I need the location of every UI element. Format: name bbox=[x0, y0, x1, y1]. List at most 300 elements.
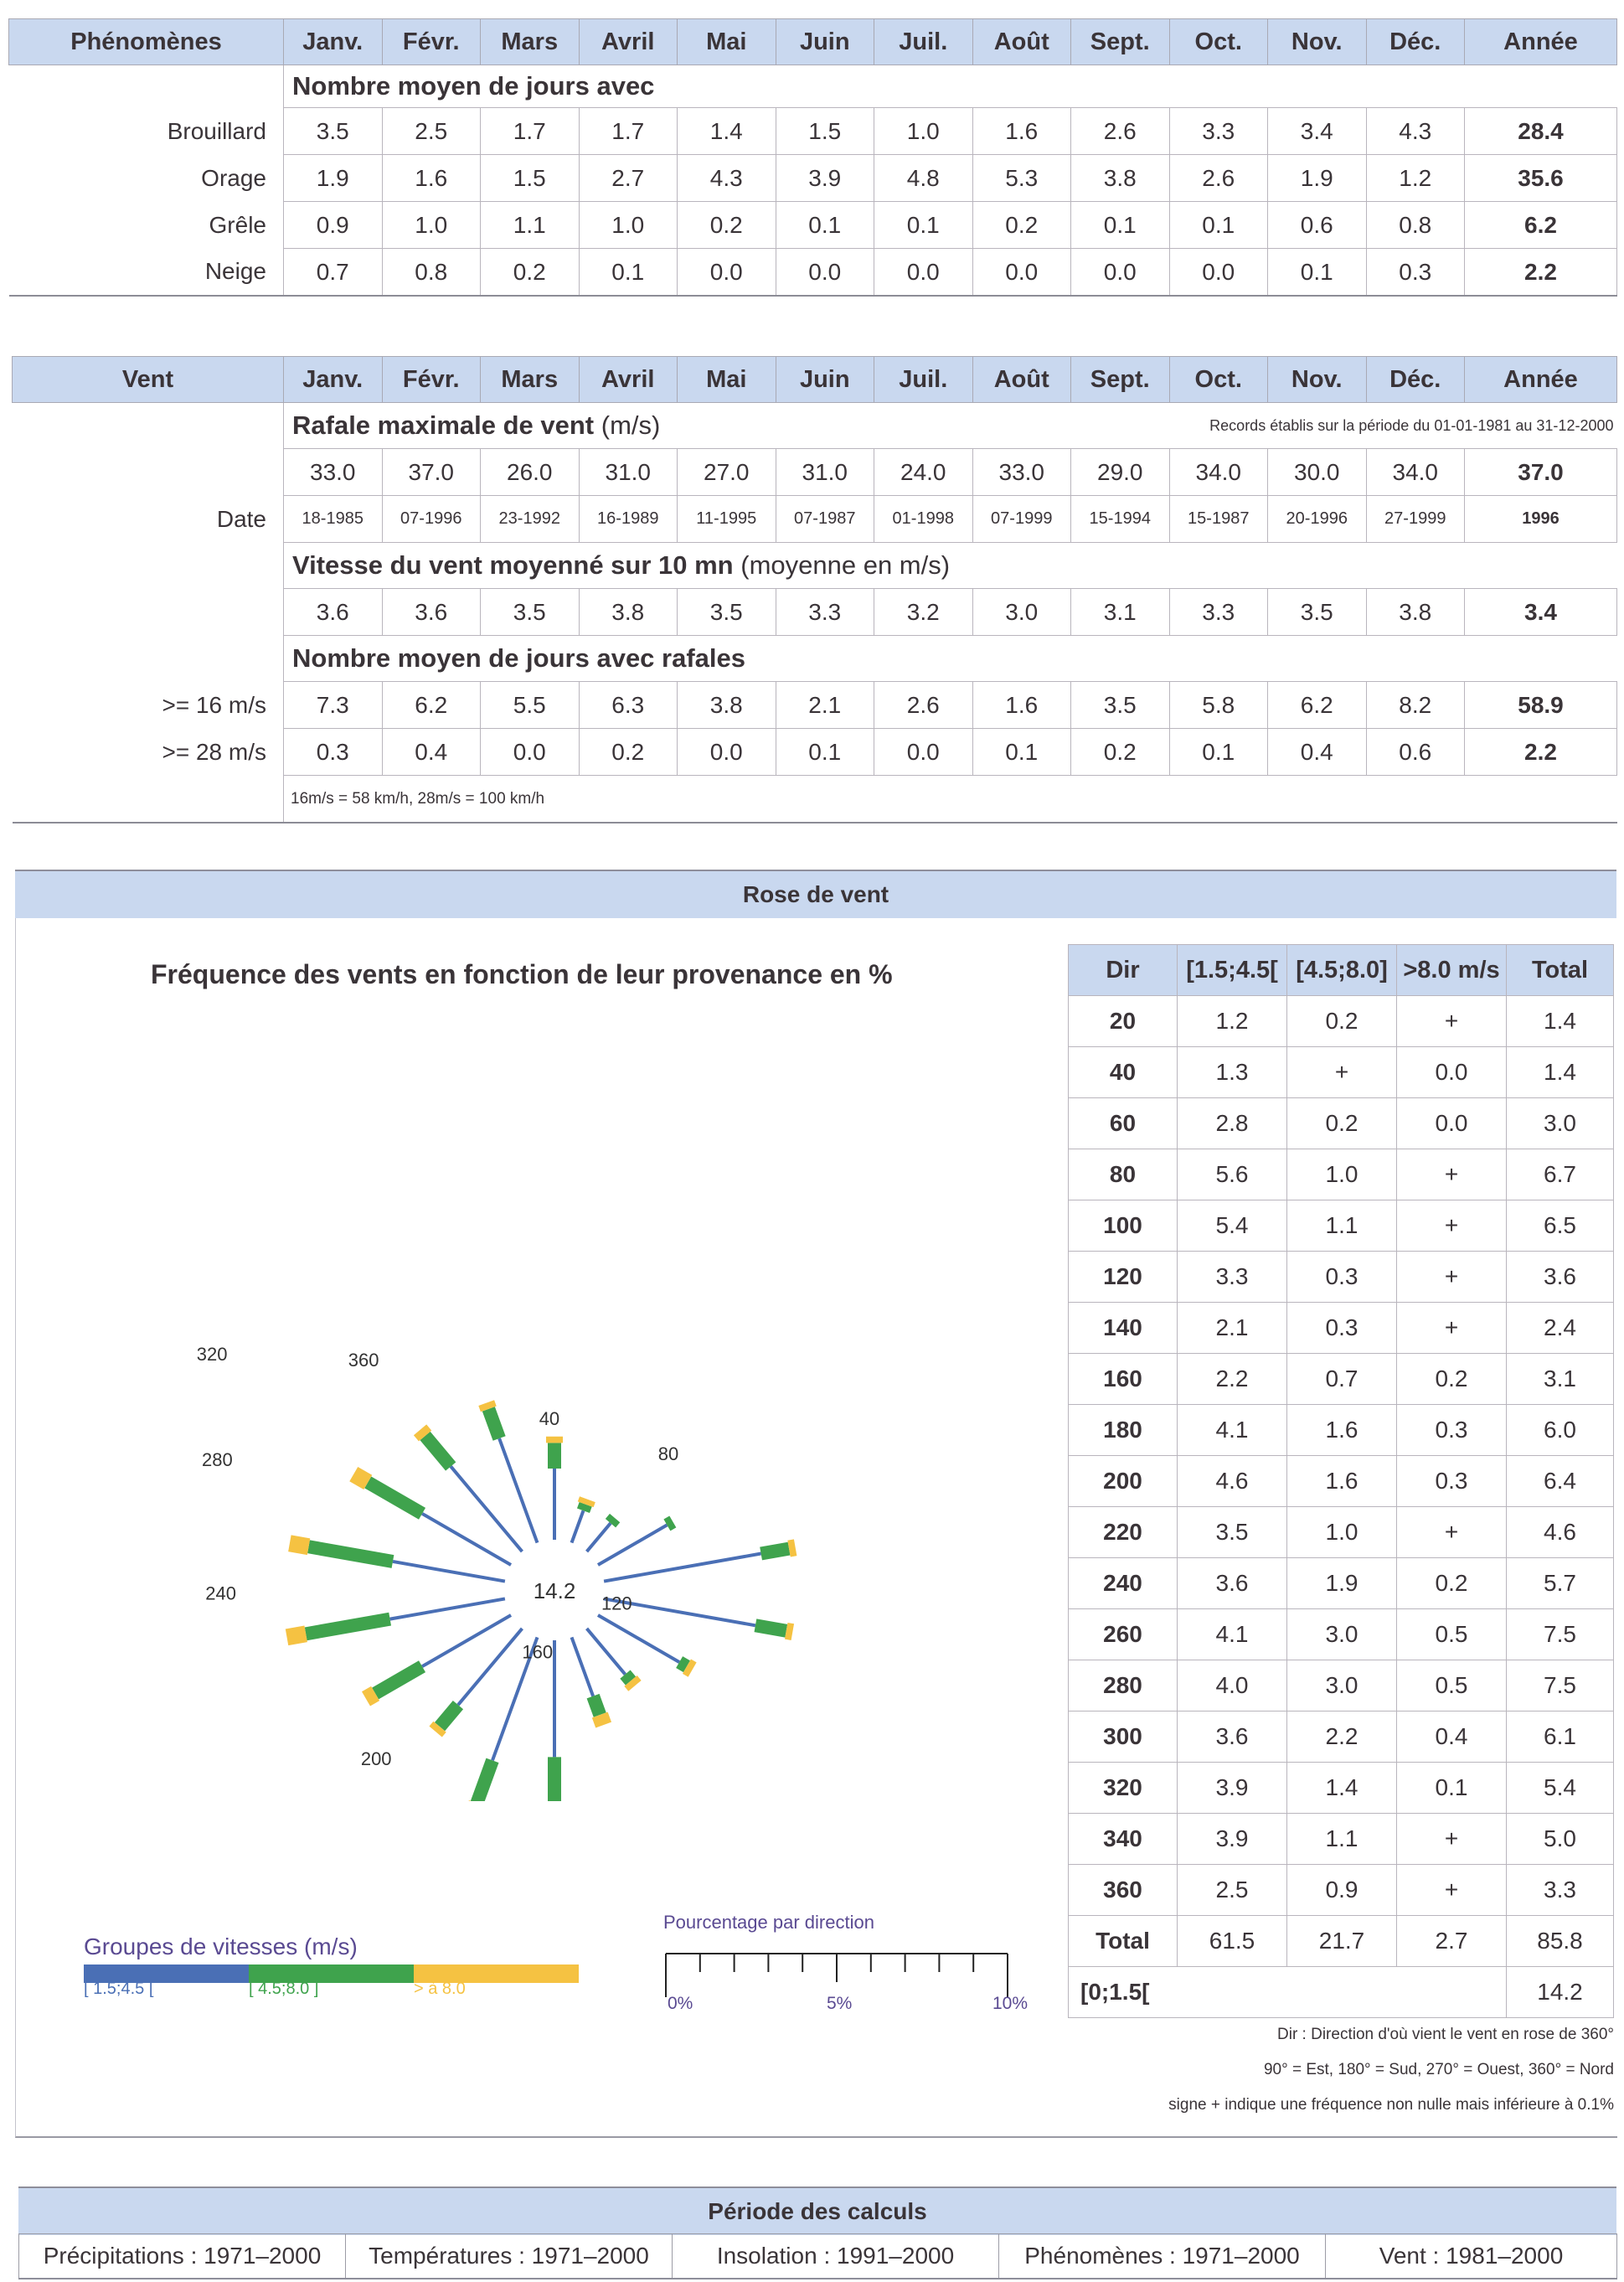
table-row bbox=[1069, 1200, 1614, 1252]
value-cell: 3.8 bbox=[579, 589, 678, 636]
month-header: Févr. bbox=[382, 19, 481, 65]
value-cell: 6.4 bbox=[1507, 1456, 1614, 1507]
value-cell: 1.0 bbox=[1287, 1507, 1397, 1558]
value-cell: 3.6 bbox=[1507, 1252, 1614, 1303]
date-cell: 01-1998 bbox=[874, 496, 973, 543]
value-cell: 0.0 bbox=[1071, 249, 1170, 297]
value-cell: 5.6 bbox=[1178, 1149, 1287, 1200]
scale-tick-label: 10% bbox=[992, 1994, 1029, 2011]
date-cell: 07-1996 bbox=[382, 496, 481, 543]
value-cell: 5.8 bbox=[1169, 682, 1268, 729]
value-cell: 0.1 bbox=[579, 249, 678, 297]
value-cell: 3.5 bbox=[1178, 1507, 1287, 1558]
month-header: Mars bbox=[481, 19, 580, 65]
value-cell: 0.1 bbox=[1397, 1763, 1507, 1814]
rose-header: Rose de vent bbox=[15, 870, 1616, 918]
phenomenes-header-row bbox=[9, 19, 1617, 65]
value-cell: 6.2 bbox=[382, 682, 481, 729]
table-row bbox=[1069, 1712, 1614, 1763]
annee-cell: 1996 bbox=[1465, 496, 1617, 543]
month-header: Janv. bbox=[284, 19, 383, 65]
rose-bar-low bbox=[587, 1629, 626, 1675]
periode-table bbox=[18, 2233, 1617, 2279]
table-row bbox=[13, 543, 1617, 589]
value-cell: 3.9 bbox=[1178, 1814, 1287, 1865]
value-cell: 0.3 bbox=[284, 729, 383, 776]
value-cell: + bbox=[1397, 1507, 1507, 1558]
direction-cell: 20 bbox=[1069, 996, 1178, 1047]
month-header: Oct. bbox=[1169, 19, 1268, 65]
rose-bar-mid bbox=[309, 1546, 393, 1562]
value-cell: 2.2 bbox=[1287, 1712, 1397, 1763]
value-cell: 1.0 bbox=[874, 108, 973, 155]
legend-label-low: [ 1.5;4.5 [ bbox=[84, 1980, 154, 1998]
value-cell: 0.1 bbox=[1169, 729, 1268, 776]
direction-label: 200 bbox=[360, 1748, 392, 1769]
rose-bar-mid bbox=[488, 1409, 499, 1438]
direction-label: 120 bbox=[601, 1593, 632, 1614]
vitesse-subtitle bbox=[284, 543, 1617, 589]
spacer bbox=[13, 403, 284, 449]
rose-bar-mid bbox=[425, 1436, 451, 1466]
value-cell: 7.3 bbox=[284, 682, 383, 729]
value-cell: 0.3 bbox=[1366, 249, 1465, 297]
value-cell: 2.1 bbox=[1178, 1303, 1287, 1354]
table-row bbox=[1069, 1354, 1614, 1405]
scale-tick-label: 5% bbox=[827, 1994, 853, 2011]
value-cell: 0.2 bbox=[1397, 1354, 1507, 1405]
value-cell: 4.0 bbox=[1178, 1660, 1287, 1712]
rose-bar-low bbox=[572, 1637, 594, 1696]
value-cell: 1.0 bbox=[1287, 1149, 1397, 1200]
value-cell: 0.4 bbox=[1268, 729, 1367, 776]
month-header: Mai bbox=[678, 357, 776, 403]
value-cell: 1.5 bbox=[481, 155, 580, 202]
date-cell: 16-1989 bbox=[579, 496, 678, 543]
table-row bbox=[1069, 1763, 1614, 1814]
table-row bbox=[13, 589, 1617, 636]
spacer bbox=[13, 589, 284, 636]
value-cell: + bbox=[1397, 1303, 1507, 1354]
value-cell: 3.5 bbox=[678, 589, 776, 636]
month-header: Juin bbox=[776, 357, 874, 403]
direction-cell: 280 bbox=[1069, 1660, 1178, 1712]
rose-bar-mid bbox=[755, 1625, 786, 1630]
month-header: Juil. bbox=[874, 357, 973, 403]
value-cell: 1.1 bbox=[1287, 1814, 1397, 1865]
value-cell: 1.1 bbox=[1287, 1200, 1397, 1252]
rose-bar-mid bbox=[761, 1549, 789, 1554]
month-header: Sept. bbox=[1071, 19, 1170, 65]
row-label: Neige bbox=[9, 249, 284, 297]
month-header: Janv. bbox=[284, 357, 383, 403]
table-row bbox=[1069, 1660, 1614, 1712]
value-cell: 3.8 bbox=[1366, 589, 1465, 636]
rafale-unit: (m/s) bbox=[601, 410, 661, 440]
percentage-scale bbox=[662, 1935, 1030, 2011]
table-row bbox=[1069, 1047, 1614, 1098]
value-cell: 1.0 bbox=[579, 202, 678, 249]
row-label: >= 16 m/s bbox=[13, 682, 284, 729]
value-cell: 7.5 bbox=[1507, 1660, 1614, 1712]
value-cell: 4.6 bbox=[1507, 1507, 1614, 1558]
value-cell: 0.5 bbox=[1397, 1609, 1507, 1660]
value-cell: 6.7 bbox=[1507, 1149, 1614, 1200]
month-header: Juil. bbox=[874, 19, 973, 65]
value-cell: 0.0 bbox=[874, 729, 973, 776]
value-cell: 0.2 bbox=[1287, 1098, 1397, 1149]
value-cell: 5.0 bbox=[1507, 1814, 1614, 1865]
value-cell: 0.9 bbox=[284, 202, 383, 249]
rose-bar-high bbox=[420, 1430, 425, 1436]
date-cell: 15-1987 bbox=[1169, 496, 1268, 543]
table-row bbox=[1069, 1558, 1614, 1609]
total-label: Total bbox=[1069, 1916, 1178, 1967]
value-cell: 3.3 bbox=[1169, 589, 1268, 636]
value-cell: 0.0 bbox=[1397, 1098, 1507, 1149]
value-cell: 0.5 bbox=[1397, 1660, 1507, 1712]
rafale-title: Rafale maximale de vent bbox=[292, 410, 595, 440]
direction-cell: 220 bbox=[1069, 1507, 1178, 1558]
legend-label-high: > à 8.0 bbox=[414, 1980, 466, 1998]
value-cell: 5.4 bbox=[1507, 1763, 1614, 1814]
annee-cell: 6.2 bbox=[1465, 202, 1617, 249]
value-cell: 2.5 bbox=[382, 108, 481, 155]
value-cell: 0.0 bbox=[1397, 1047, 1507, 1098]
direction-cell: 160 bbox=[1069, 1354, 1178, 1405]
row-label: Date bbox=[13, 496, 284, 543]
value-cell: 0.2 bbox=[1287, 996, 1397, 1047]
value-cell: 0.1 bbox=[1071, 202, 1170, 249]
rafales-title: Nombre moyen de jours avec rafales bbox=[292, 643, 746, 673]
direction-cell: 60 bbox=[1069, 1098, 1178, 1149]
month-header: Août bbox=[972, 357, 1071, 403]
value-cell: 3.5 bbox=[1268, 589, 1367, 636]
value-cell: 0.9 bbox=[1287, 1865, 1397, 1916]
periode-item: Insolation : 1991–2000 bbox=[673, 2234, 999, 2279]
value-cell: + bbox=[1397, 1149, 1507, 1200]
value-cell: 6.3 bbox=[579, 682, 678, 729]
value-cell: 0.1 bbox=[874, 202, 973, 249]
value-cell: 4.3 bbox=[1366, 108, 1465, 155]
vitesse-unit: (moyenne en m/s) bbox=[740, 550, 951, 580]
periode-item: Températures : 1971–2000 bbox=[346, 2234, 673, 2279]
value-cell: 2.6 bbox=[874, 682, 973, 729]
table-row bbox=[1069, 1609, 1614, 1660]
column-header: Dir bbox=[1069, 945, 1178, 996]
value-cell: + bbox=[1287, 1047, 1397, 1098]
rafales-subtitle bbox=[284, 636, 1617, 682]
month-header: Nov. bbox=[1268, 19, 1367, 65]
month-header: Nov. bbox=[1268, 357, 1367, 403]
legend-label-mid: [ 4.5;8.0 ] bbox=[249, 1980, 319, 1998]
value-cell: 2.7 bbox=[579, 155, 678, 202]
value-cell: 1.4 bbox=[1507, 1047, 1614, 1098]
value-cell: 7.5 bbox=[1507, 1609, 1614, 1660]
value-cell: 26.0 bbox=[481, 449, 580, 496]
date-cell: 20-1996 bbox=[1268, 496, 1367, 543]
value-cell: 0.7 bbox=[1287, 1354, 1397, 1405]
scale-title: Pourcentage par direction bbox=[663, 1912, 874, 1933]
value-cell: 3.6 bbox=[1178, 1558, 1287, 1609]
direction-cell: 100 bbox=[1069, 1200, 1178, 1252]
table-row bbox=[1069, 1865, 1614, 1916]
rose-bar-high bbox=[287, 1634, 307, 1637]
month-header: Avril bbox=[579, 19, 678, 65]
annee-cell: 35.6 bbox=[1465, 155, 1617, 202]
value-cell: 1.7 bbox=[481, 108, 580, 155]
value-cell: 1.2 bbox=[1178, 996, 1287, 1047]
value-cell: 1.3 bbox=[1178, 1047, 1287, 1098]
table-row bbox=[1069, 1814, 1614, 1865]
rose-bar-low bbox=[393, 1562, 505, 1582]
month-header: Févr. bbox=[382, 357, 481, 403]
value-cell: 0.4 bbox=[382, 729, 481, 776]
value-cell: 3.8 bbox=[1071, 155, 1170, 202]
vent-header-row bbox=[13, 357, 1617, 403]
annee-header: Année bbox=[1465, 357, 1617, 403]
value-cell: 2.2 bbox=[1178, 1354, 1287, 1405]
value-cell: 0.2 bbox=[1071, 729, 1170, 776]
value-cell: 29.0 bbox=[1071, 449, 1170, 496]
value-cell: 3.0 bbox=[1287, 1609, 1397, 1660]
table-row bbox=[1069, 996, 1614, 1047]
table-row bbox=[1069, 1916, 1614, 1967]
rose-note: signe + indique une fréquence non nulle mais inférieure à 0.1% bbox=[1168, 2096, 1614, 2114]
value-cell: 4.3 bbox=[678, 155, 776, 202]
rose-bar-low bbox=[587, 1523, 611, 1551]
value-cell: 5.7 bbox=[1507, 1558, 1614, 1609]
rose-bar-low bbox=[499, 1438, 537, 1543]
direction-label: 280 bbox=[202, 1449, 233, 1470]
month-header: Mars bbox=[481, 357, 580, 403]
value-cell: 0.6 bbox=[1268, 202, 1367, 249]
value-cell: 1.6 bbox=[1287, 1405, 1397, 1456]
value-cell: 31.0 bbox=[776, 449, 874, 496]
periode-header: Période des calculs bbox=[18, 2186, 1616, 2235]
value-cell: 3.1 bbox=[1071, 589, 1170, 636]
value-cell: 0.7 bbox=[284, 249, 383, 297]
direction-cell: 200 bbox=[1069, 1456, 1178, 1507]
value-cell: 1.9 bbox=[1268, 155, 1367, 202]
value-cell: 0.0 bbox=[678, 729, 776, 776]
direction-label: 320 bbox=[196, 1344, 228, 1365]
scale-tick-label: 0% bbox=[668, 1994, 693, 2011]
month-header: Mai bbox=[678, 19, 776, 65]
direction-label: 80 bbox=[657, 1443, 679, 1464]
value-cell: 1.6 bbox=[972, 108, 1071, 155]
value-cell: 3.5 bbox=[1071, 682, 1170, 729]
rose-bar-high bbox=[353, 1474, 368, 1483]
value-cell: 4.6 bbox=[1178, 1456, 1287, 1507]
phenomenes-table bbox=[8, 18, 1617, 297]
value-cell: 1.1 bbox=[481, 202, 580, 249]
value-cell: 3.0 bbox=[1507, 1098, 1614, 1149]
date-cell: 23-1992 bbox=[481, 496, 580, 543]
table-row bbox=[1069, 1149, 1614, 1200]
spacer bbox=[13, 636, 284, 682]
date-cell: 18-1985 bbox=[284, 496, 383, 543]
chart-title: Fréquence des vents en fonction de leur provenance en % bbox=[151, 959, 893, 989]
table-row bbox=[13, 449, 1617, 496]
value-cell: 4.1 bbox=[1178, 1609, 1287, 1660]
total-cell: 2.7 bbox=[1397, 1916, 1507, 1967]
rose-bar-mid bbox=[306, 1619, 389, 1634]
value-cell: 34.0 bbox=[1169, 449, 1268, 496]
value-cell: 0.1 bbox=[972, 729, 1071, 776]
value-cell: + bbox=[1397, 1865, 1507, 1916]
value-cell: 1.7 bbox=[579, 108, 678, 155]
value-cell: 33.0 bbox=[284, 449, 383, 496]
month-header: Déc. bbox=[1366, 19, 1465, 65]
date-cell: 27-1999 bbox=[1366, 496, 1465, 543]
value-cell: 0.3 bbox=[1397, 1405, 1507, 1456]
value-cell: 3.8 bbox=[678, 682, 776, 729]
value-cell: 0.3 bbox=[1287, 1252, 1397, 1303]
value-cell: 2.8 bbox=[1178, 1098, 1287, 1149]
rose-bar-mid bbox=[679, 1662, 687, 1666]
direction-label: 240 bbox=[205, 1582, 236, 1604]
table-row bbox=[13, 636, 1617, 682]
value-cell: 0.0 bbox=[1169, 249, 1268, 297]
value-cell: 6.5 bbox=[1507, 1200, 1614, 1252]
date-cell: 07-1987 bbox=[776, 496, 874, 543]
value-cell: + bbox=[1397, 996, 1507, 1047]
value-cell: 8.2 bbox=[1366, 682, 1465, 729]
value-cell: 2.6 bbox=[1071, 108, 1170, 155]
records-note: Records établis sur la période du 01-01-1981 au 31-12-2000 bbox=[1209, 416, 1614, 434]
value-cell: 3.0 bbox=[1287, 1660, 1397, 1712]
annee-cell: 58.9 bbox=[1465, 682, 1617, 729]
annee-cell: 3.4 bbox=[1465, 589, 1617, 636]
table-row bbox=[13, 496, 1617, 543]
row-label: >= 28 m/s bbox=[13, 729, 284, 776]
month-header: Oct. bbox=[1169, 357, 1268, 403]
value-cell: 1.4 bbox=[678, 108, 776, 155]
table-row bbox=[13, 403, 1617, 449]
direction-cell: 240 bbox=[1069, 1558, 1178, 1609]
direction-cell: 340 bbox=[1069, 1814, 1178, 1865]
value-cell: 31.0 bbox=[579, 449, 678, 496]
value-cell: 0.0 bbox=[972, 249, 1071, 297]
vent-table bbox=[12, 356, 1617, 823]
value-cell: 3.6 bbox=[284, 589, 383, 636]
rafale-subtitle bbox=[284, 403, 973, 449]
value-cell: 0.1 bbox=[1169, 202, 1268, 249]
value-cell: 1.2 bbox=[1366, 155, 1465, 202]
month-header: Déc. bbox=[1366, 357, 1465, 403]
rose-bar-mid bbox=[593, 1696, 600, 1715]
table-row bbox=[9, 249, 1617, 297]
conversion-note: 16m/s = 58 km/h, 28m/s = 100 km/h bbox=[284, 776, 1617, 823]
value-cell: 0.0 bbox=[481, 729, 580, 776]
table-row bbox=[1069, 1507, 1614, 1558]
value-cell: 3.5 bbox=[284, 108, 383, 155]
value-cell: 1.6 bbox=[382, 155, 481, 202]
value-cell: 1.9 bbox=[1287, 1558, 1397, 1609]
rose-bar-mid bbox=[667, 1521, 673, 1525]
rose-bar-low bbox=[451, 1466, 522, 1551]
annee-cell: 37.0 bbox=[1465, 449, 1617, 496]
value-cell: 33.0 bbox=[972, 449, 1071, 496]
rose-bar-mid bbox=[368, 1482, 422, 1513]
annee-cell: 28.4 bbox=[1465, 108, 1617, 155]
value-cell: 0.0 bbox=[678, 249, 776, 297]
value-cell: 3.6 bbox=[1178, 1712, 1287, 1763]
value-cell: 5.3 bbox=[972, 155, 1071, 202]
value-cell: 24.0 bbox=[874, 449, 973, 496]
value-cell: 0.3 bbox=[1397, 1456, 1507, 1507]
spacer bbox=[9, 65, 284, 108]
table-row bbox=[1069, 1303, 1614, 1354]
value-cell: 0.0 bbox=[776, 249, 874, 297]
annee-header: Année bbox=[1465, 19, 1617, 65]
value-cell: 0.3 bbox=[1287, 1303, 1397, 1354]
spacer bbox=[13, 776, 284, 823]
column-header: >8.0 m/s bbox=[1397, 945, 1507, 996]
value-cell: 0.2 bbox=[1397, 1558, 1507, 1609]
value-cell: 1.5 bbox=[776, 108, 874, 155]
value-cell: 0.0 bbox=[874, 249, 973, 297]
periode-item: Précipitations : 1971–2000 bbox=[19, 2234, 346, 2279]
value-cell: 3.3 bbox=[1507, 1865, 1614, 1916]
rose-bar-high bbox=[487, 1403, 489, 1409]
total-cell: 61.5 bbox=[1178, 1916, 1287, 1967]
total-cell: 85.8 bbox=[1507, 1916, 1614, 1967]
value-cell: 0.8 bbox=[382, 249, 481, 297]
value-cell: 0.2 bbox=[579, 729, 678, 776]
row-label: Brouillard bbox=[9, 108, 284, 155]
rose-bar-mid bbox=[625, 1675, 631, 1681]
periode-item: Phénomènes : 1971–2000 bbox=[999, 2234, 1326, 2279]
spacer bbox=[13, 543, 284, 589]
phenomenes-header: Phénomènes bbox=[9, 19, 284, 65]
table-row bbox=[13, 682, 1617, 729]
value-cell: 2.6 bbox=[1169, 155, 1268, 202]
value-cell: 0.2 bbox=[678, 202, 776, 249]
value-cell: 3.0 bbox=[972, 589, 1071, 636]
value-cell: 0.4 bbox=[1397, 1712, 1507, 1763]
value-cell: 3.9 bbox=[776, 155, 874, 202]
rose-bar-low bbox=[598, 1525, 667, 1565]
value-cell: 0.2 bbox=[481, 249, 580, 297]
direction-cell: 80 bbox=[1069, 1149, 1178, 1200]
calm-value: 14.2 bbox=[1507, 1967, 1614, 2018]
value-cell: 2.4 bbox=[1507, 1303, 1614, 1354]
value-cell: 6.1 bbox=[1507, 1712, 1614, 1763]
table-row bbox=[1069, 1098, 1614, 1149]
direction-cell: 120 bbox=[1069, 1252, 1178, 1303]
value-cell: + bbox=[1397, 1814, 1507, 1865]
value-cell: 3.2 bbox=[874, 589, 973, 636]
value-cell: 1.4 bbox=[1287, 1763, 1397, 1814]
value-cell: 2.5 bbox=[1178, 1865, 1287, 1916]
value-cell: 3.9 bbox=[1178, 1763, 1287, 1814]
value-cell: 1.4 bbox=[1507, 996, 1614, 1047]
rose-bar-high bbox=[600, 1715, 603, 1725]
value-cell: 37.0 bbox=[382, 449, 481, 496]
direction-cell: 360 bbox=[1069, 1865, 1178, 1916]
direction-cell: 320 bbox=[1069, 1763, 1178, 1814]
periode-item: Vent : 1981–2000 bbox=[1326, 2234, 1617, 2279]
date-cell: 15-1994 bbox=[1071, 496, 1170, 543]
row-label: Grêle bbox=[9, 202, 284, 249]
value-cell: 3.1 bbox=[1507, 1354, 1614, 1405]
value-cell: 3.3 bbox=[1178, 1252, 1287, 1303]
value-cell: 3.3 bbox=[776, 589, 874, 636]
value-cell: 1.6 bbox=[1287, 1456, 1397, 1507]
phenomenes-subtitle: Nombre moyen de jours avec bbox=[284, 65, 1617, 108]
